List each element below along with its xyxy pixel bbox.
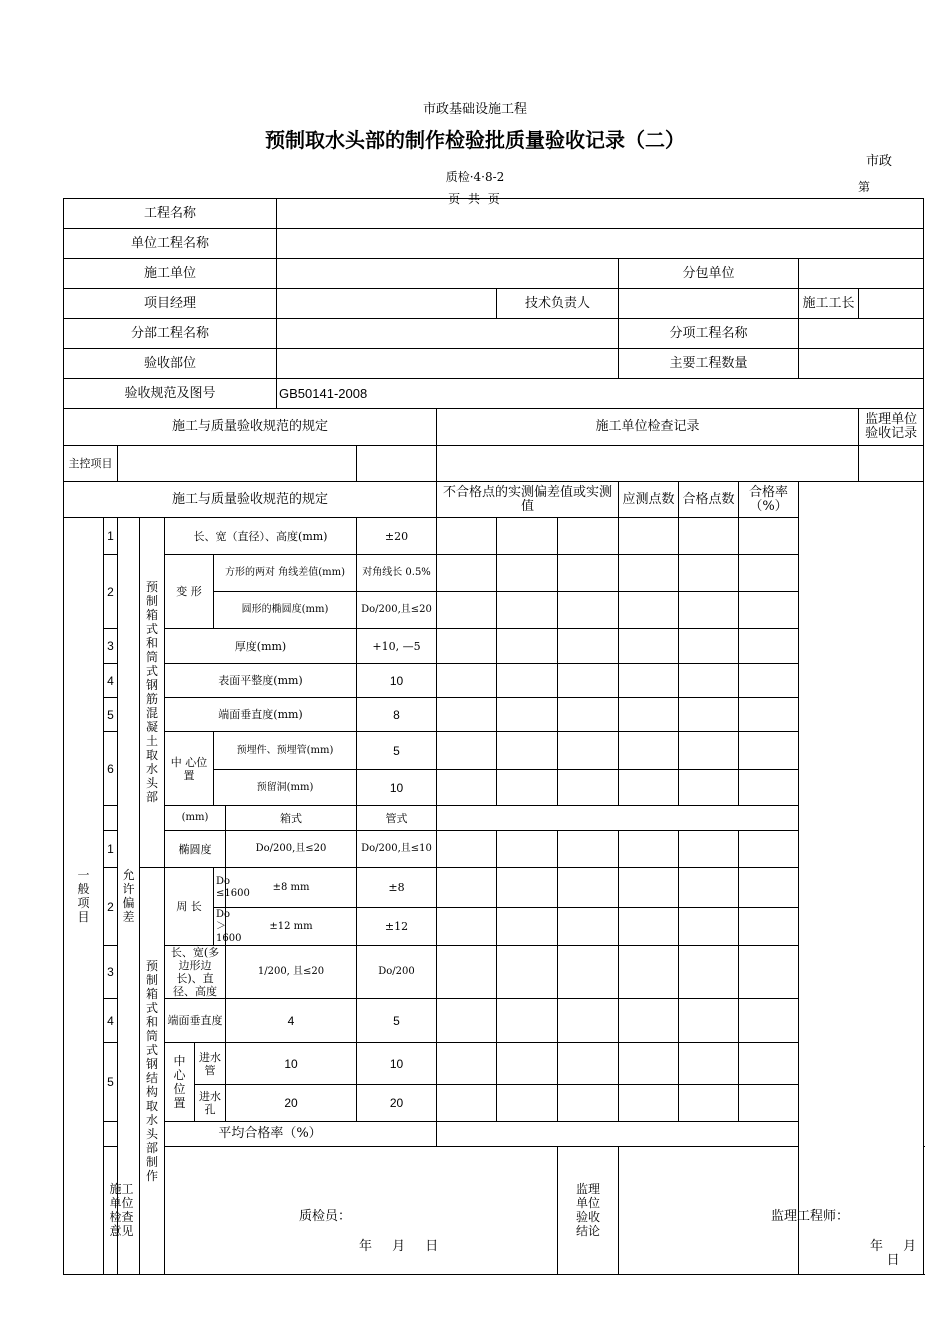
cell[interactable]: [558, 664, 619, 698]
cell[interactable]: [558, 1085, 619, 1122]
b-r5-box2: 20: [226, 1085, 357, 1122]
cell[interactable]: [739, 868, 799, 908]
page-subtitle: 市政基础设施工程: [422, 102, 527, 117]
header-contractor-record: 施工单位检查记录: [437, 409, 859, 446]
cell[interactable]: [437, 770, 497, 806]
header-measured: 不合格点的实测偏差值或实测值: [437, 482, 619, 518]
label-group-b: 预制箱式和筒式钢结构取水头部制作: [140, 868, 165, 1275]
a-r6-val1: 5: [357, 732, 437, 770]
cell[interactable]: [619, 770, 679, 806]
cell[interactable]: [437, 868, 497, 908]
a-r3-value: +10, —5: [357, 629, 437, 664]
label-group-a: 预制箱式和筒式钢筋混凝土取水头部: [140, 518, 165, 868]
b-r2-tube1: ±8: [357, 868, 437, 908]
a-r2-group: 变 形: [165, 555, 214, 629]
corner-label-clipped: 第: [858, 180, 871, 194]
inspector-label: 质检员：: [299, 1208, 352, 1224]
a-r4-value: 10: [357, 664, 437, 698]
cell[interactable]: [558, 592, 619, 629]
cell[interactable]: [679, 555, 739, 592]
cell[interactable]: [437, 999, 497, 1043]
label-division: 分部工程名称: [64, 319, 277, 349]
page-title: 预制取水头部的制作检验批质量验收记录（二）: [265, 128, 685, 152]
a-r6-sub2: 预留洞(mm): [214, 770, 357, 806]
field-unit-project[interactable]: [277, 229, 924, 259]
b-head-no: [104, 806, 118, 831]
supervisor-signoff[interactable]: [619, 1147, 924, 1275]
b-r2-sub1: Do ≤1600: [214, 868, 226, 908]
a-r2-no: 2: [104, 555, 118, 629]
cell[interactable]: [497, 698, 558, 732]
date-left: 年 月 日: [359, 1238, 439, 1254]
cell[interactable]: [558, 868, 619, 908]
b-r4-item: 端面垂直度: [165, 999, 226, 1043]
contractor-signoff[interactable]: [165, 1147, 558, 1275]
cell[interactable]: [497, 732, 558, 770]
cell[interactable]: [739, 999, 799, 1043]
cell[interactable]: [497, 868, 558, 908]
a-r5-value: 8: [357, 698, 437, 732]
page-counter: 页 共 页: [448, 192, 502, 206]
a-r1-value: ±20: [357, 518, 437, 555]
cell[interactable]: [437, 732, 497, 770]
field-tech-lead[interactable]: [619, 289, 799, 319]
cell[interactable]: [619, 1043, 679, 1085]
b-r1-no: 1: [104, 831, 118, 868]
engineer-label: 监理工程师：: [771, 1208, 850, 1224]
label-subcontractor: 分包单位: [619, 259, 799, 289]
cell[interactable]: [497, 999, 558, 1043]
field-contractor[interactable]: [277, 259, 619, 289]
a-r6-group: 中 心位 置: [165, 732, 214, 806]
cell[interactable]: [619, 831, 679, 868]
b-r1-box: Do/200,且≤20: [226, 831, 357, 868]
a-r1-item: 长、宽（直径）、高度(mm): [165, 518, 357, 555]
a-r3-item: 厚度(mm): [165, 629, 357, 664]
cell[interactable]: [619, 518, 679, 555]
b-r1-tube: Do/200,且≤10: [357, 831, 437, 868]
label-avg-rate: 平均合格率（%）: [104, 1122, 437, 1147]
header-pass-rate: 合格率（%）: [739, 482, 799, 518]
cell[interactable]: [739, 831, 799, 868]
cell[interactable]: [619, 592, 679, 629]
cell[interactable]: [558, 1043, 619, 1085]
b-r5-sub2: 进水孔: [195, 1085, 226, 1122]
field-division[interactable]: [277, 319, 619, 349]
cell[interactable]: [558, 518, 619, 555]
cell[interactable]: [437, 1085, 497, 1122]
cell[interactable]: [497, 946, 558, 999]
cell[interactable]: [497, 1085, 558, 1122]
cell[interactable]: [558, 946, 619, 999]
cell[interactable]: [679, 770, 739, 806]
cell[interactable]: [739, 629, 799, 664]
cell[interactable]: [437, 908, 497, 946]
label-unit-project: 单位工程名称: [64, 229, 277, 259]
cell[interactable]: [619, 1085, 679, 1122]
cell[interactable]: [497, 518, 558, 555]
label-location: 验收部位: [64, 349, 277, 379]
header-should-points: 应测点数: [619, 482, 679, 518]
cell[interactable]: [739, 592, 799, 629]
main-control-content[interactable]: [118, 446, 357, 482]
field-location[interactable]: [277, 349, 619, 379]
corner-label: 市政: [866, 154, 893, 169]
b-r5-tube2: 20: [357, 1085, 437, 1122]
cell[interactable]: [619, 664, 679, 698]
field-subcontractor[interactable]: [799, 259, 924, 289]
header-pass-points: 合格点数: [679, 482, 739, 518]
cell[interactable]: [619, 908, 679, 946]
cell[interactable]: [558, 732, 619, 770]
form-code: 质检·4·8-2: [445, 170, 505, 184]
cell[interactable]: [437, 592, 497, 629]
label-main-control: 主控项目: [64, 446, 118, 482]
label-supervisor-conclusion: 监理单位验收结论: [558, 1147, 619, 1275]
cell[interactable]: [739, 770, 799, 806]
cell[interactable]: [679, 629, 739, 664]
a-r2-val1: 对角线长 0.5%: [357, 555, 437, 592]
cell[interactable]: [558, 770, 619, 806]
a-r6-sub1: 预埋件、预埋管(mm): [214, 732, 357, 770]
cell[interactable]: [437, 555, 497, 592]
cell[interactable]: [437, 946, 497, 999]
cell[interactable]: [437, 664, 497, 698]
cell[interactable]: [619, 732, 679, 770]
cell[interactable]: [739, 555, 799, 592]
b-head-tube: 管式: [357, 806, 437, 831]
header-spec-rules: 施工与质量验收规范的规定: [64, 409, 437, 446]
a-r2-sub1: 方形的两对 角线差值(mm): [214, 555, 357, 592]
b-r5-tube1: 10: [357, 1043, 437, 1085]
b-r2-no: 2: [104, 868, 118, 946]
label-allowed: 允许偏差: [118, 518, 140, 1275]
b-head-box: 箱式: [226, 806, 357, 831]
a-r1-no: 1: [104, 518, 118, 555]
cell[interactable]: [437, 831, 497, 868]
cell[interactable]: [679, 831, 739, 868]
cell[interactable]: [437, 1043, 497, 1085]
cell[interactable]: [558, 908, 619, 946]
cell[interactable]: [619, 868, 679, 908]
cell[interactable]: [619, 946, 679, 999]
cell[interactable]: [679, 868, 739, 908]
cell[interactable]: [679, 664, 739, 698]
b-r2-box2: ±12 mm: [226, 908, 357, 946]
a-r2-val2: Do/200,且≤20: [357, 592, 437, 629]
b-r3-box: 1/200, 且≤20: [226, 946, 357, 999]
cell[interactable]: [497, 664, 558, 698]
a-r3-no: 3: [104, 629, 118, 664]
b-head-unit: (mm): [165, 806, 226, 831]
cell[interactable]: [437, 698, 497, 732]
cell[interactable]: [679, 946, 739, 999]
cell[interactable]: [679, 518, 739, 555]
b-head-record[interactable]: [437, 806, 799, 831]
label-standard: 验收规范及图号: [64, 379, 277, 409]
cell[interactable]: [558, 555, 619, 592]
cell[interactable]: [739, 698, 799, 732]
cell[interactable]: [558, 698, 619, 732]
a-r4-item: 表面平整度(mm): [165, 664, 357, 698]
cell[interactable]: [437, 518, 497, 555]
b-r5-group: 中心位置: [165, 1043, 195, 1122]
field-project-name[interactable]: [277, 199, 924, 229]
main-control-record[interactable]: [437, 446, 859, 482]
b-r3-no: 3: [104, 946, 118, 999]
cell[interactable]: [619, 629, 679, 664]
cell[interactable]: [497, 629, 558, 664]
cell[interactable]: [497, 555, 558, 592]
cell[interactable]: [739, 518, 799, 555]
b-r4-box: 4: [226, 999, 357, 1043]
b-r2-box1: ±8 mm: [226, 868, 357, 908]
cell[interactable]: [497, 831, 558, 868]
cell[interactable]: [619, 555, 679, 592]
cell[interactable]: [619, 698, 679, 732]
cell[interactable]: [619, 999, 679, 1043]
b-r5-box1: 10: [226, 1043, 357, 1085]
a-r5-item: 端面垂直度(mm): [165, 698, 357, 732]
b-r3-tube: Do/200: [357, 946, 437, 999]
field-foreman[interactable]: [859, 289, 924, 319]
cell[interactable]: [739, 908, 799, 946]
cell[interactable]: [739, 732, 799, 770]
inspection-form-table: [63, 198, 924, 1275]
cell[interactable]: [679, 732, 739, 770]
main-control-value[interactable]: [357, 446, 437, 482]
label-foreman: 施工工长: [799, 289, 859, 319]
field-standard[interactable]: GB50141-2008: [277, 379, 924, 409]
cell[interactable]: [437, 629, 497, 664]
label-contractor: 施工单位: [64, 259, 277, 289]
cell[interactable]: [558, 831, 619, 868]
cell[interactable]: [679, 1085, 739, 1122]
b-r2-group: 周 长: [165, 868, 214, 946]
b-r2-tube2: ±12: [357, 908, 437, 946]
b-r5-no: 5: [104, 1043, 118, 1122]
cell[interactable]: [558, 999, 619, 1043]
label-tech-lead: 技术负责人: [497, 289, 619, 319]
field-project-manager[interactable]: [277, 289, 497, 319]
cell[interactable]: [497, 770, 558, 806]
cell[interactable]: [739, 946, 799, 999]
cell[interactable]: [558, 629, 619, 664]
header-supervisor-record: 监理单位验收记录: [859, 409, 924, 446]
cell[interactable]: [679, 999, 739, 1043]
label-main-qty: 主要工程数量: [619, 349, 799, 379]
cell[interactable]: [497, 908, 558, 946]
header-spec-rules-2: 施工与质量验收规范的规定: [64, 482, 437, 518]
cell[interactable]: [679, 698, 739, 732]
cell[interactable]: [739, 1043, 799, 1085]
b-r5-sub1: 进水管: [195, 1043, 226, 1085]
cell[interactable]: [739, 1085, 799, 1122]
cell[interactable]: [739, 664, 799, 698]
label-project-name: 工程名称: [64, 199, 277, 229]
cell[interactable]: [679, 1043, 739, 1085]
cell[interactable]: [497, 1043, 558, 1085]
field-main-qty[interactable]: [799, 349, 924, 379]
label-project-manager: 项目经理: [64, 289, 277, 319]
date-right: 年 月 日: [870, 1238, 917, 1268]
cell[interactable]: [679, 908, 739, 946]
avg-rate-value[interactable]: [437, 1122, 799, 1147]
main-control-supervisor[interactable]: [859, 446, 924, 482]
a-r4-no: 4: [104, 664, 118, 698]
field-subitem[interactable]: [799, 319, 924, 349]
cell[interactable]: [497, 592, 558, 629]
a-r2-sub2: 圆形的椭圆度(mm): [214, 592, 357, 629]
label-subitem: 分项工程名称: [619, 319, 799, 349]
a-r6-no: 6: [104, 732, 118, 806]
label-contractor-opinion: 施工单位检查意见: [104, 1147, 140, 1275]
label-general: 一般项目: [64, 518, 104, 1275]
b-r2-sub2: Do ＞1600: [214, 908, 226, 946]
cell[interactable]: [679, 592, 739, 629]
b-r4-no: 4: [104, 999, 118, 1043]
a-r6-val2: 10: [357, 770, 437, 806]
b-r1-item: 椭圆度: [165, 831, 226, 868]
b-r4-tube: 5: [357, 999, 437, 1043]
b-r3-item: 长、宽(多边形边长)、直径、高度: [165, 946, 226, 999]
a-r5-no: 5: [104, 698, 118, 732]
